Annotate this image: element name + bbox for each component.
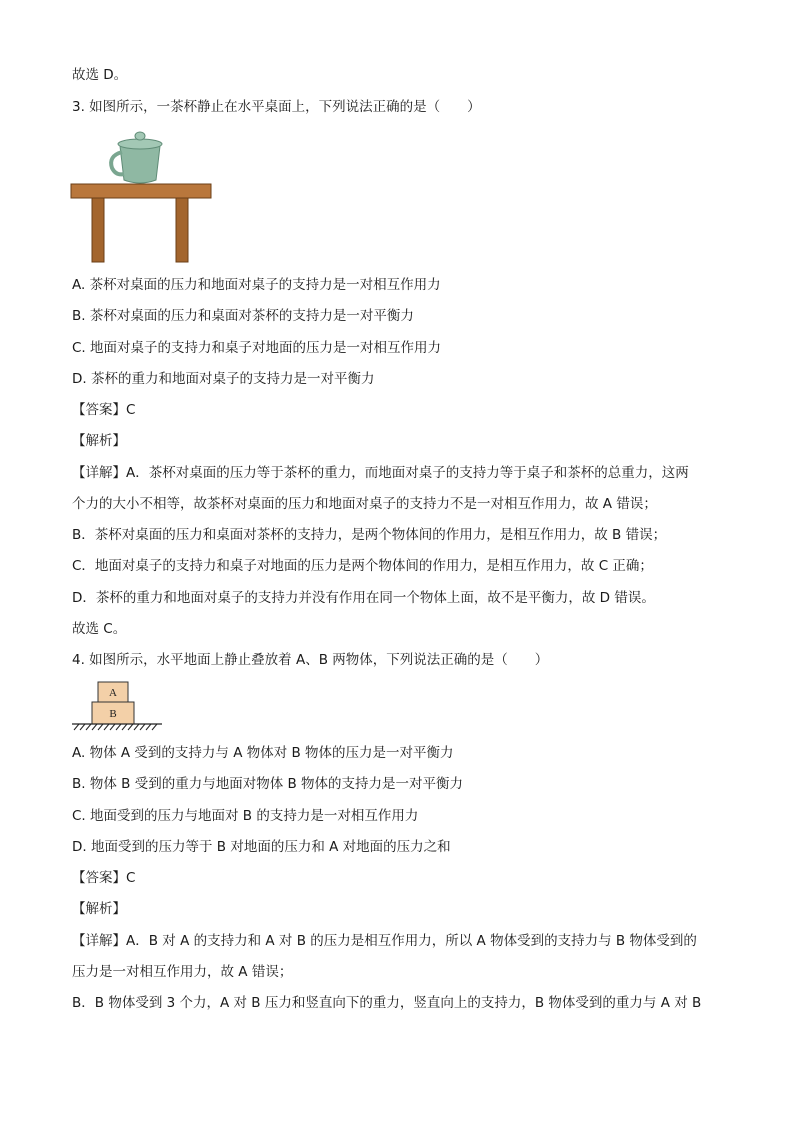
analysis-label: 【解析】 xyxy=(72,433,126,449)
explanation-line: B．茶杯对桌面的压力和桌面对茶杯的支持力，是两个物体间的作用力，是相互作用力，故 B 错误； xyxy=(72,527,667,543)
text-line: 故选 D。 xyxy=(72,67,128,83)
answer-label: 【答案】C xyxy=(72,402,136,418)
table-top xyxy=(71,184,211,198)
option-c: C. 地面对桌子的支持力和桌子对地面的压力是一对相互作用力 xyxy=(72,340,442,356)
explanation-line: 个力的大小不相等，故茶杯对桌面的压力和地面对桌子的支持力不是一对相互作用力，故 A 错误； xyxy=(72,496,657,512)
option-d: D. 茶杯的重力和地面对桌子的支持力是一对平衡力 xyxy=(72,371,375,387)
explanation-line: C．地面对桌子的支持力和桌子对地面的压力是两个物体间的作用力，是相互作用力，故 C 正确； xyxy=(72,558,653,574)
option-a: A. 茶杯对桌面的压力和地面对桌子的支持力是一对相互作用力 xyxy=(72,277,441,293)
ground-hatching xyxy=(74,724,157,730)
teacup-lid-knob xyxy=(135,132,145,140)
answer-label: 【答案】C xyxy=(72,870,136,886)
question-4: 4. 如图所示，水平地面上静止叠放着 A、B 两物体，下列说法正确的是（ ） xyxy=(72,652,549,668)
option-a: A. 物体 A 受到的支持力与 A 物体对 B 物体的压力是一对平衡力 xyxy=(72,745,454,761)
analysis-label: 【解析】 xyxy=(72,901,126,917)
option-b: B. 茶杯对桌面的压力和桌面对茶杯的支持力是一对平衡力 xyxy=(72,308,414,324)
stacked-blocks-figure xyxy=(70,680,164,732)
explanation-line: D．茶杯的重力和地面对桌子的支持力并没有作用在同一个物体上面，故不是平衡力，故 D 错误。 xyxy=(72,590,655,606)
explanation-line: 【详解】A．B 对 A 的支持力和 A 对 B 的压力是相互作用力，所以 A 物体受到的支持力与 B 物体受到的 xyxy=(72,933,697,949)
block-a-label: A xyxy=(109,687,117,699)
block-b-label: B xyxy=(109,708,117,720)
teacup-table-figure xyxy=(70,126,212,264)
option-b: B. 物体 B 受到的重力与地面对物体 B 物体的支持力是一对平衡力 xyxy=(72,776,464,792)
explanation-line: 【详解】A．茶杯对桌面的压力等于茶杯的重力，而地面对桌子的支持力等于桌子和茶杯的总重力，这两 xyxy=(72,465,689,481)
option-c: C. 地面受到的压力与地面对 B 的支持力是一对相互作用力 xyxy=(72,808,419,824)
option-d: D. 地面受到的压力等于 B 对地面的压力和 A 对地面的压力之和 xyxy=(72,839,451,855)
teacup-body xyxy=(120,146,160,183)
table-leg-right xyxy=(176,198,188,262)
table-leg-left xyxy=(92,198,104,262)
conclusion-line: 故选 C。 xyxy=(72,621,127,637)
question-3: 3. 如图所示，一茶杯静止在水平桌面上，下列说法正确的是（ ） xyxy=(72,99,481,115)
explanation-line: 压力是一对相互作用力，故 A 错误； xyxy=(72,964,293,980)
explanation-line: B．B 物体受到 3 个力，A 对 B 压力和竖直向下的重力，竖直向上的支持力，B 物体受到的重力与 A 对 B xyxy=(72,995,702,1011)
